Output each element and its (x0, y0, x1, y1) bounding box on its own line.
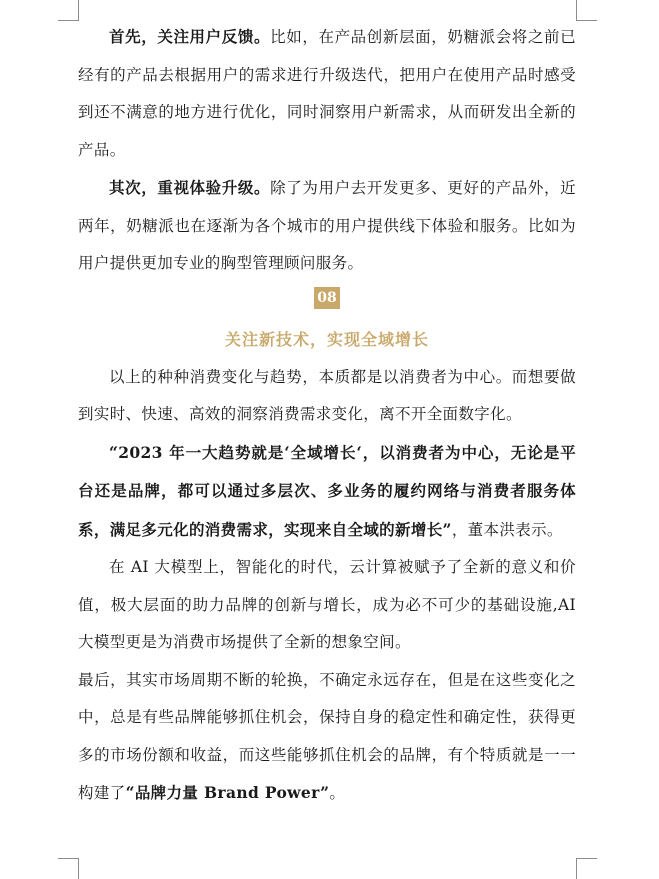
crop-mark-bottom-left (58, 858, 79, 879)
paragraph-body: 除了为用户去开发更多、更好的产品外，近两年，奶糖派也在逐渐为各个城市的用户提供线下体验和服务。比如为用户提供更加专业的胸型管理顾问服务。 (78, 179, 576, 272)
paragraph-experience-upgrade (78, 169, 576, 283)
brand-power-phrase: “品牌力量 Brand Power” (125, 783, 330, 802)
quote-attribution: ，董本洪表示。 (451, 520, 563, 539)
paragraph-end: 。 (329, 784, 346, 802)
paragraph-body: 比如，在产品创新层面，奶糖派会将之前已经有的产品去根据用户的需求进行升级迭代，把用户在使用产品时感受到还不满意的地方进行优化，同时洞察用户新需求，从而研发出全新的产品。 (78, 28, 576, 159)
paragraph-user-feedback (78, 18, 576, 169)
paragraph-body: 最后，其实市场周期不断的轮换，不确定永远存在，但是在这些变化之中，总是有些品牌能够抓住机会，保持自身的稳定性和确定性，获得更多的市场份额和收益，而这些能够抓住机会的品牌，有个特质就是一一构建了 (78, 670, 576, 802)
quote-text: “2023 年一大趋势就是‘全域增长‘，以消费者为中心，无论是平台还是品牌，都可以通过多层次、多业务的履约网络与消费者服务体系，满足多元化的消费需求，实现来自全域的新增长” (78, 442, 576, 539)
paragraph-conclusion (78, 662, 576, 813)
paragraph-consumer-center (78, 359, 576, 434)
paragraph-body: 以上的种种消费变化与趋势，本质都是以消费者为中心。而想要做到实时、快速、高效的洞察消费需求变化，离不开全面数字化。 (78, 367, 576, 423)
paragraph-body: 在 AI 大模型上，智能化的时代，云计算被赋予了全新的意义和价值，极大层面的助力品牌的创新与增长，成为必不可少的基础设施,AI 大模型更是为消费市场提供了全新的想象空间。 (78, 558, 576, 651)
paragraph-lead: 首先，关注用户反馈。 (109, 27, 271, 46)
section-number-badge: 08 (314, 287, 339, 309)
crop-mark-bottom-right (576, 858, 597, 879)
paragraph-lead: 其次，重视体验升级。 (109, 178, 271, 197)
document-page (78, 18, 576, 813)
paragraph-quote (78, 434, 576, 550)
crop-mark-top-left (58, 0, 79, 21)
section-title: 关注新技术，实现全域增长 (224, 329, 429, 349)
crop-mark-top-right (576, 0, 597, 21)
paragraph-ai-models (78, 549, 576, 662)
section-number-wrap (78, 283, 576, 321)
